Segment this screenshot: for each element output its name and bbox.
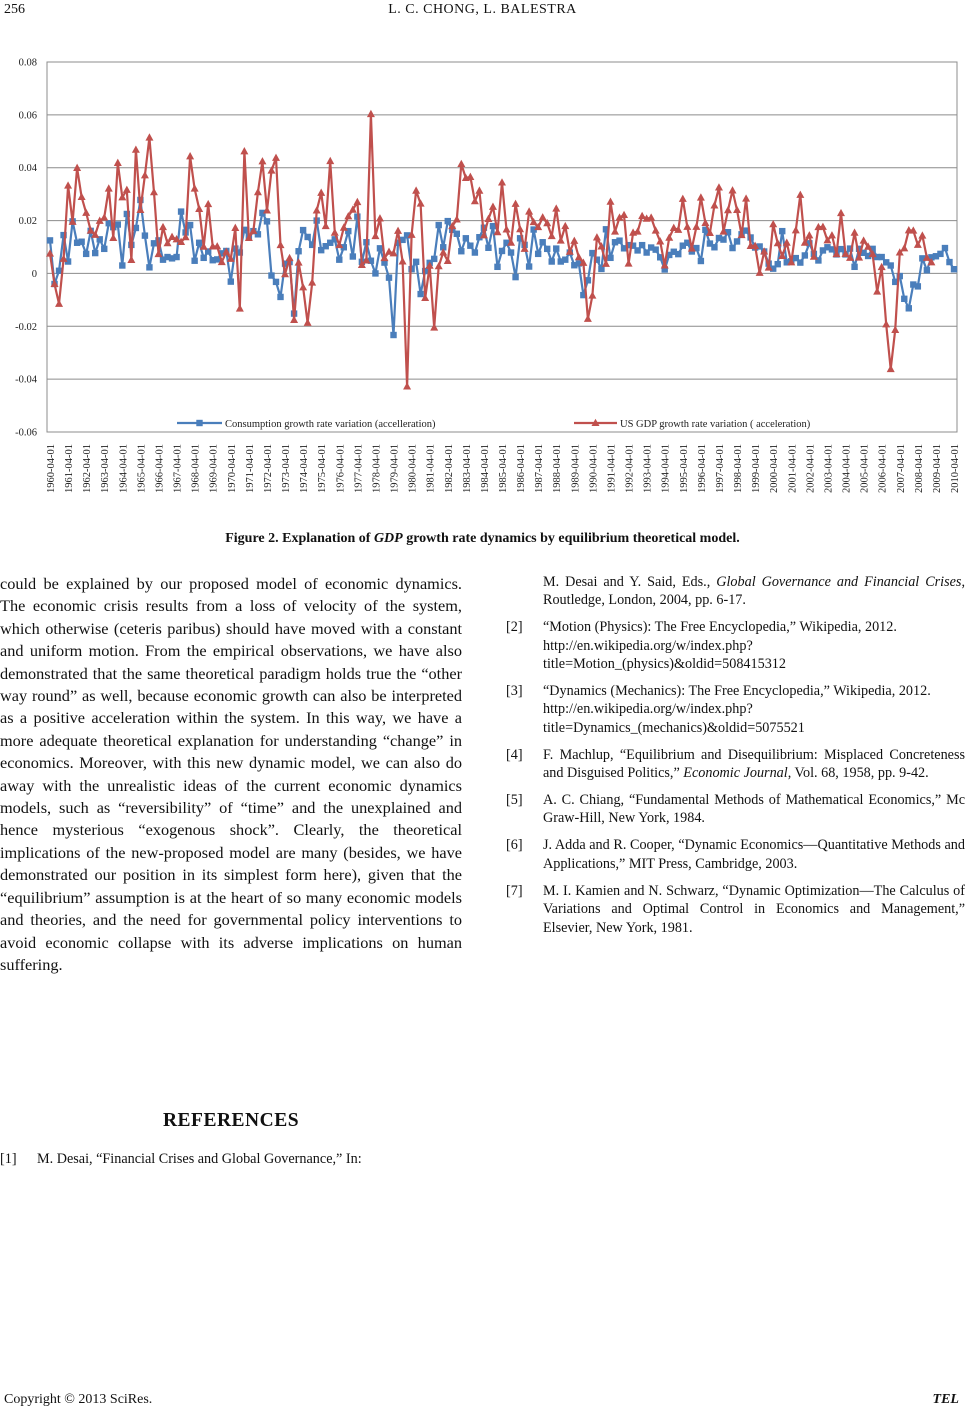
data-point-gdp	[715, 183, 723, 190]
data-point-consumption	[544, 246, 550, 252]
data-point-gdp	[887, 365, 895, 372]
data-point-gdp	[710, 201, 718, 208]
x-tick-label: 1980-04-01	[407, 444, 419, 493]
data-point-gdp	[656, 237, 664, 244]
x-tick-label: 1979-04-01	[389, 444, 401, 493]
data-point-consumption	[386, 274, 392, 280]
reference-number: [3]	[506, 683, 523, 700]
x-tick-label: 1970-04-01	[226, 444, 238, 493]
x-tick-label: 1975-04-01	[317, 444, 329, 493]
reference-number: [6]	[506, 837, 523, 854]
x-tick-label: 2004-04-01	[841, 444, 853, 493]
right-column	[506, 573, 965, 945]
data-point-gdp	[851, 228, 859, 235]
reference-text: M. I. Kamien and N. Schwarz, “Dynamic Optimization—The Calculus of Variations and Optimal Control in Economics and Management,” Elsevier, New York, 1981.	[543, 882, 965, 936]
data-point-consumption	[951, 266, 957, 272]
data-point-consumption	[78, 239, 84, 245]
data-point-consumption	[454, 231, 460, 237]
data-point-consumption	[436, 222, 442, 228]
data-point-consumption	[720, 236, 726, 242]
data-point-consumption	[458, 248, 464, 254]
data-point-consumption	[711, 244, 717, 250]
data-point-consumption	[173, 254, 179, 260]
data-point-gdp	[82, 209, 90, 216]
data-point-gdp	[141, 171, 149, 178]
data-point-gdp	[552, 204, 560, 211]
data-point-gdp	[412, 186, 420, 193]
data-point-gdp	[873, 287, 881, 294]
reference-text: “Motion (Physics): The Free Encyclopedia,” Wikipedia, 2012.	[543, 619, 897, 636]
data-point-gdp	[231, 224, 239, 231]
data-point-gdp	[258, 157, 266, 164]
x-tick-label: 1964-04-01	[118, 444, 130, 493]
data-point-gdp	[105, 184, 113, 191]
data-point-gdp	[498, 178, 506, 185]
data-point-gdp	[286, 254, 294, 261]
caption-italic: GDP	[373, 531, 403, 546]
data-point-consumption	[562, 256, 568, 262]
data-point-consumption	[639, 242, 645, 248]
y-tick-label: -0.02	[15, 321, 37, 333]
x-tick-label: 1997-04-01	[714, 444, 726, 493]
x-tick-label: 1962-04-01	[82, 444, 94, 493]
legend-label: US GDP growth rate variation ( acceleration)	[620, 419, 811, 430]
reference-1-continued	[543, 573, 965, 610]
reference-5	[506, 791, 965, 828]
data-point-gdp	[457, 160, 465, 167]
y-tick-label: 0.04	[18, 163, 37, 175]
data-point-consumption	[467, 242, 473, 248]
ref1-cont-after: , Routledge, London, 2004, pp. 6-17.	[543, 574, 965, 609]
left-column	[0, 573, 462, 976]
x-tick-label: 1984-04-01	[479, 444, 491, 493]
data-point-consumption	[937, 251, 943, 257]
data-point-gdp	[403, 382, 411, 389]
data-point-consumption	[512, 274, 518, 280]
x-tick-label: 1998-04-01	[733, 444, 745, 493]
data-point-gdp	[796, 191, 804, 198]
data-point-gdp	[588, 291, 596, 298]
data-point-gdp	[326, 157, 334, 164]
data-point-gdp	[317, 189, 325, 196]
data-point-gdp	[471, 197, 479, 204]
data-point-gdp	[756, 269, 764, 276]
reference-number: [1]	[0, 1151, 17, 1167]
y-tick-label: 0	[31, 268, 37, 280]
data-point-consumption	[431, 256, 437, 262]
data-point-gdp	[195, 205, 203, 212]
data-point-gdp	[611, 227, 619, 234]
y-tick-label: 0.02	[18, 216, 37, 228]
plot-frame	[47, 62, 957, 432]
data-point-consumption	[146, 264, 152, 270]
reference-7	[506, 882, 965, 937]
data-point-gdp	[64, 181, 72, 188]
body-paragraph: could be explained by our proposed model of economic dynamics. The economic crisis results from a loss of velocity of the system, which otherwise (ceteris paribus) should have moved with a constant and uniform motion. From the empirical observations, we have also demonstrated that the same theoretical paradigm holds true the “other way round” as well, because economic growth can also be interpreted as a positive acceleration within the system. In this way, we have a more adequate theoretical explanation for understanding “change” in economics. Moreover, with this new dynamic model, we can also do away with the unrealistic ideas of the current economic dynamics models, such as “reversibility” of “time” and the unexplained and hence mysterious “exogenous shock”. Clearly, the theoretical implications of the new-proposed model are many (besides, we have demonstrated our position in its simplest form here), given that the “equilibrium” assumption is at the heart of so many economic models and theories, and the need for governmental policy interventions to avoid economic collapse with its adverse implications on human suffering.	[0, 574, 462, 974]
data-point-consumption	[915, 283, 921, 289]
x-tick-label: 1982-04-01	[443, 444, 455, 493]
caption-prefix: Figure 2. Explanation of	[225, 531, 374, 546]
data-point-gdp	[914, 241, 922, 248]
data-point-consumption	[200, 255, 206, 261]
y-tick-label: -0.04	[15, 374, 37, 386]
x-tick-label: 1974-04-01	[299, 444, 311, 493]
data-point-gdp	[557, 236, 565, 243]
data-point-consumption	[472, 249, 478, 255]
x-tick-label: 1983-04-01	[461, 444, 473, 493]
data-point-gdp	[100, 213, 108, 220]
reference-url[interactable]: http://en.wikipedia.org/w/index.php?title=Motion_(physics)&oldid=508415312	[543, 637, 786, 673]
data-point-gdp	[489, 203, 497, 210]
data-point-consumption	[300, 227, 306, 233]
data-point-consumption	[101, 246, 107, 252]
data-point-gdp	[647, 213, 655, 220]
x-tick-label: 2009-04-01	[931, 444, 943, 493]
data-point-consumption	[675, 251, 681, 257]
x-tick-label: 1987-04-01	[534, 444, 546, 493]
data-point-consumption	[273, 279, 279, 285]
x-tick-label: 1973-04-01	[281, 444, 293, 493]
data-point-gdp	[692, 223, 700, 230]
data-point-consumption	[445, 218, 451, 224]
data-point-gdp	[484, 215, 492, 222]
data-point-gdp	[697, 193, 705, 200]
legend-label: Consumption growth rate variation (accelleration)	[225, 419, 436, 430]
page-number: 256	[4, 2, 25, 17]
data-point-consumption	[115, 221, 121, 227]
data-point-gdp	[665, 233, 673, 240]
data-point-gdp	[828, 231, 836, 238]
data-point-consumption	[797, 259, 803, 265]
x-tick-label: 1981-04-01	[425, 444, 437, 493]
data-point-gdp	[516, 225, 524, 232]
data-point-gdp	[132, 145, 140, 152]
x-tick-label: 1963-04-01	[100, 444, 112, 493]
data-point-gdp	[236, 304, 244, 311]
data-point-gdp	[191, 184, 199, 191]
x-tick-label: 1965-04-01	[136, 444, 148, 493]
data-point-consumption	[264, 218, 270, 224]
data-point-gdp	[584, 315, 592, 322]
data-point-consumption	[372, 270, 378, 276]
reference-text: “Dynamics (Mechanics): The Free Encyclopedia,” Wikipedia, 2012.	[543, 683, 931, 700]
data-point-consumption	[191, 258, 197, 264]
x-tick-label: 2010-04-01	[950, 444, 961, 493]
data-point-consumption	[92, 250, 98, 256]
ref4-after: , Vol. 68, 1958, pp. 9-42.	[787, 765, 929, 782]
data-point-gdp	[729, 186, 737, 193]
data-point-gdp	[530, 218, 538, 225]
x-tick-label: 1994-04-01	[660, 444, 672, 493]
data-point-gdp	[620, 211, 628, 218]
data-point-consumption	[906, 305, 912, 311]
data-point-gdp	[503, 225, 511, 232]
x-tick-label: 2000-04-01	[769, 444, 781, 493]
x-tick-label: 1991-04-01	[606, 444, 618, 493]
data-point-gdp	[634, 227, 642, 234]
reference-text: A. C. Chiang, “Fundamental Methods of Mathematical Economics,” Mc Graw-Hill, New York, 1984.	[543, 792, 965, 827]
data-point-gdp	[900, 244, 908, 251]
data-point-gdp	[254, 188, 262, 195]
x-tick-label: 1990-04-01	[588, 444, 600, 493]
data-point-gdp	[304, 319, 312, 326]
reference-text: M. Desai, “Financial Crises and Global Governance,” In:	[37, 1151, 362, 1167]
data-point-consumption	[851, 264, 857, 270]
data-point-consumption	[734, 238, 740, 244]
data-point-consumption	[698, 258, 704, 264]
data-point-consumption	[119, 262, 125, 268]
x-tick-label: 1996-04-01	[696, 444, 708, 493]
data-point-consumption	[390, 332, 396, 338]
data-point-gdp	[561, 222, 569, 229]
ref1-cont-italic: Global Governance and Financial Crises	[716, 574, 962, 590]
data-point-gdp	[78, 193, 86, 200]
data-point-consumption	[47, 237, 53, 243]
reference-number: [7]	[506, 882, 523, 899]
data-point-gdp	[340, 223, 348, 230]
data-point-consumption	[413, 259, 419, 265]
x-tick-label: 1967-04-01	[172, 444, 184, 493]
data-point-consumption	[616, 237, 622, 243]
data-point-gdp	[593, 233, 601, 240]
x-tick-label: 1978-04-01	[371, 444, 383, 493]
data-point-gdp	[679, 195, 687, 202]
ref1-cont-before: M. Desai and Y. Said, Eds.,	[543, 574, 717, 590]
data-point-gdp	[435, 262, 443, 269]
x-tick-label: 2001-04-01	[787, 444, 799, 493]
data-point-gdp	[417, 199, 425, 206]
data-point-gdp	[792, 226, 800, 233]
data-point-gdp	[652, 226, 660, 233]
data-point-gdp	[525, 207, 533, 214]
data-point-consumption	[729, 245, 735, 251]
x-tick-label: 1999-04-01	[751, 444, 763, 493]
x-tick-label: 1977-04-01	[353, 444, 365, 493]
ref4-before: F. Machlup, “Equilibrium and Disequilibrium: Misplaced Concreteness and Disguised Politics,”	[543, 746, 965, 782]
data-point-gdp	[367, 110, 375, 117]
data-point-gdp	[399, 257, 407, 264]
data-point-gdp	[453, 215, 461, 222]
x-tick-label: 1972-04-01	[262, 444, 274, 493]
data-point-consumption	[499, 248, 505, 254]
x-tick-label: 1992-04-01	[624, 444, 636, 493]
data-point-gdp	[353, 198, 361, 205]
data-point-consumption	[228, 278, 234, 284]
data-point-consumption	[178, 208, 184, 214]
reference-2	[506, 618, 965, 673]
data-point-gdp	[742, 194, 750, 201]
data-point-gdp	[539, 213, 547, 220]
data-point-consumption	[942, 245, 948, 251]
x-tick-label: 1961-04-01	[64, 444, 76, 493]
data-point-consumption	[549, 258, 555, 264]
y-tick-label: -0.06	[15, 427, 37, 439]
x-tick-label: 2007-04-01	[895, 444, 907, 493]
data-point-consumption	[187, 222, 193, 228]
x-tick-label: 1969-04-01	[208, 444, 220, 493]
running-head-authors: L. C. CHONG, L. BALESTRA	[388, 2, 577, 17]
data-point-gdp	[625, 259, 633, 266]
x-tick-label: 2006-04-01	[877, 444, 889, 493]
data-point-gdp	[308, 278, 316, 285]
x-tick-label: 1966-04-01	[154, 444, 166, 493]
data-point-gdp	[376, 214, 384, 221]
x-tick-label: 1985-04-01	[498, 444, 509, 493]
x-tick-label: 1989-04-01	[570, 444, 582, 493]
caption-suffix: growth rate dynamics by equilibrium theoretical model.	[402, 531, 740, 546]
x-tick-label: 1968-04-01	[190, 444, 202, 493]
data-point-gdp	[837, 209, 845, 216]
data-point-gdp	[123, 186, 131, 193]
data-point-gdp	[394, 227, 402, 234]
data-point-consumption	[539, 239, 545, 245]
data-point-consumption	[494, 264, 500, 270]
data-point-gdp	[204, 200, 212, 207]
data-point-gdp	[127, 256, 135, 263]
x-tick-label: 1986-04-01	[516, 444, 528, 493]
data-point-gdp	[683, 223, 691, 230]
reference-url[interactable]: http://en.wikipedia.org/w/index.php?title=Dynamics_(mechanics)&oldid=5075521	[543, 701, 805, 736]
data-point-gdp	[109, 234, 117, 241]
data-point-gdp	[145, 133, 153, 140]
legend-marker-square	[196, 420, 202, 426]
data-point-consumption	[901, 296, 907, 302]
x-tick-label: 1971-04-01	[244, 444, 256, 493]
data-point-gdp	[240, 147, 248, 154]
data-point-consumption	[946, 259, 952, 265]
data-point-consumption	[508, 249, 514, 255]
data-point-gdp	[277, 241, 285, 248]
data-point-gdp	[918, 231, 926, 238]
x-tick-label: 1960-04-01	[46, 444, 57, 493]
data-point-gdp	[136, 206, 144, 213]
data-point-consumption	[268, 272, 274, 278]
reference-6	[506, 836, 965, 873]
data-point-consumption	[83, 251, 89, 257]
data-point-consumption	[652, 246, 658, 252]
data-point-gdp	[805, 231, 813, 238]
data-point-consumption	[463, 235, 469, 241]
data-point-consumption	[336, 256, 342, 262]
data-point-gdp	[512, 200, 520, 207]
data-point-gdp	[606, 198, 614, 205]
data-point-gdp	[55, 300, 63, 307]
data-point-gdp	[313, 206, 321, 213]
x-tick-label: 1993-04-01	[642, 444, 654, 493]
x-tick-label: 1976-04-01	[335, 444, 347, 493]
data-point-consumption	[295, 248, 301, 254]
data-point-gdp	[114, 159, 122, 166]
data-point-consumption	[196, 240, 202, 246]
reference-number: [5]	[506, 792, 523, 809]
data-point-gdp	[548, 232, 556, 239]
data-point-gdp	[882, 320, 890, 327]
figure-2-chart	[0, 45, 965, 515]
data-point-gdp	[575, 253, 583, 260]
data-point-gdp	[860, 236, 868, 243]
data-point-gdp	[570, 237, 578, 244]
data-point-consumption	[924, 267, 930, 273]
data-point-gdp	[475, 186, 483, 193]
references-heading: REFERENCES	[162, 1110, 300, 1131]
ref4-italic: Economic Journal	[683, 765, 788, 782]
data-point-consumption	[802, 252, 808, 258]
x-tick-label: 1988-04-01	[552, 444, 564, 493]
data-point-consumption	[779, 228, 785, 234]
reference-3	[506, 682, 965, 737]
footer-copyright: Copyright © 2013 SciRes.	[4, 1392, 153, 1407]
reference-1	[0, 1150, 462, 1168]
x-tick-label: 2002-04-01	[805, 444, 817, 493]
data-point-gdp	[322, 222, 330, 229]
data-point-gdp	[733, 206, 741, 213]
x-tick-label: 2005-04-01	[859, 444, 871, 493]
data-point-consumption	[888, 262, 894, 268]
data-point-gdp	[331, 228, 339, 235]
data-point-consumption	[535, 251, 541, 257]
data-point-gdp	[701, 219, 709, 226]
x-tick-label: 2003-04-01	[823, 444, 835, 493]
reference-number: [2]	[506, 619, 523, 636]
data-point-consumption	[526, 263, 532, 269]
data-point-consumption	[607, 255, 613, 261]
data-point-gdp	[371, 232, 379, 239]
data-point-gdp	[430, 323, 438, 330]
data-point-consumption	[553, 245, 559, 251]
data-point-consumption	[417, 291, 423, 297]
data-point-gdp	[466, 173, 474, 180]
data-point-gdp	[299, 283, 307, 290]
data-point-gdp	[295, 258, 303, 265]
data-point-gdp	[159, 223, 167, 230]
data-point-consumption	[485, 245, 491, 251]
figure-caption	[0, 531, 965, 547]
data-point-consumption	[304, 234, 310, 240]
y-tick-label: 0.06	[18, 110, 37, 122]
data-point-consumption	[277, 294, 283, 300]
data-point-gdp	[724, 206, 732, 213]
data-point-consumption	[775, 261, 781, 267]
running-head	[0, 0, 965, 22]
reference-number: [4]	[506, 746, 523, 763]
data-point-consumption	[350, 253, 356, 259]
data-point-gdp	[150, 188, 158, 195]
reference-4	[506, 746, 965, 783]
data-point-consumption	[142, 232, 148, 238]
reference-text: J. Adda and R. Cooper, “Dynamic Economics—Quantitative Methods and Applications,” MIT Press, Cambridge, 2003.	[543, 837, 965, 872]
x-tick-label: 1995-04-01	[678, 444, 690, 493]
data-point-gdp	[272, 154, 280, 161]
x-tick-label: 2008-04-01	[913, 444, 925, 493]
footer-journal: TEL	[932, 1392, 959, 1407]
y-tick-label: 0.08	[18, 57, 37, 69]
data-point-gdp	[186, 152, 194, 159]
